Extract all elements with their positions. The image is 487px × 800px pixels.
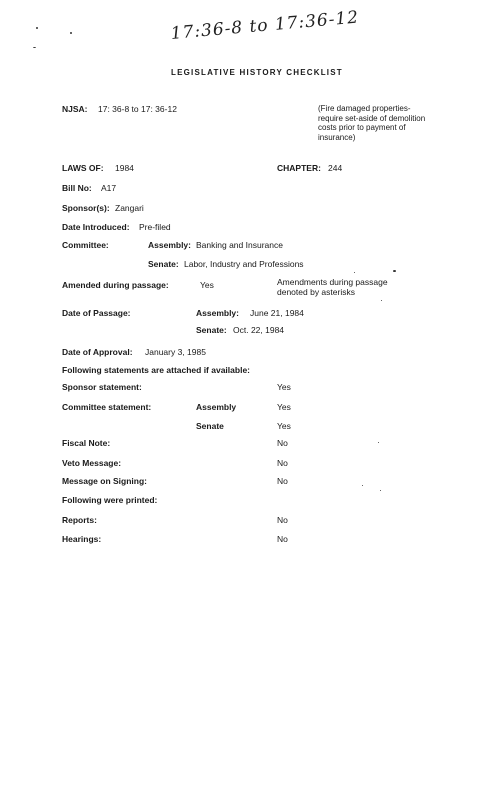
date-of-passage-label: Date of Passage: — [62, 308, 131, 318]
printed-heading: Following were printed: — [62, 495, 158, 505]
document-title: LEGISLATIVE HISTORY CHECKLIST — [171, 68, 343, 77]
scan-speck — [362, 485, 363, 486]
date-of-approval-label: Date of Approval: — [62, 347, 133, 357]
njsa-value: 17: 36-8 to 17: 36-12 — [98, 104, 177, 114]
amended-note: Amendments during passage denoted by asterisks — [277, 277, 388, 297]
chapter-label: CHAPTER: — [277, 163, 321, 173]
scan-speck — [393, 270, 396, 272]
njsa-label: NJSA: — [62, 104, 88, 114]
scan-speck — [36, 27, 38, 29]
amended-label: Amended during passage: — [62, 280, 169, 290]
hearings-label: Hearings: — [62, 534, 102, 544]
committee-statement-label: Committee statement: — [62, 402, 152, 412]
reports-label: Reports: — [62, 515, 97, 525]
sponsor-statement-label: Sponsor statement: — [62, 382, 142, 392]
committee-label: Committee: — [62, 240, 109, 250]
committee-senate-label: Senate: — [148, 259, 179, 269]
committee-assembly-label: Assembly: — [148, 240, 191, 250]
passage-senate-value: Oct. 22, 1984 — [233, 325, 285, 335]
date-introduced-value: Pre-filed — [139, 222, 171, 232]
committee-statement-senate-value: Yes — [277, 421, 291, 431]
scan-speck — [381, 300, 382, 301]
bill-no-value: A17 — [101, 183, 117, 193]
passage-senate-label: Senate: — [196, 325, 227, 335]
handwritten-statute-range: 17:36-8 to 17:36-12 — [170, 7, 360, 44]
passage-assembly-value: June 21, 1984 — [250, 308, 304, 318]
chapter-value: 244 — [328, 163, 343, 173]
amended-value: Yes — [200, 280, 214, 290]
message-on-signing-label: Message on Signing: — [62, 476, 148, 486]
sponsors-label: Sponsor(s): — [62, 203, 110, 213]
committee-senate-value: Labor, Industry and Professions — [184, 259, 304, 269]
attached-heading: Following statements are attached if available: — [62, 365, 250, 375]
scan-speck — [354, 272, 355, 273]
scan-speck — [33, 47, 36, 48]
committee-statement-assembly-label: Assembly — [196, 402, 237, 412]
reports-value: No — [277, 515, 288, 525]
sponsor-statement-value: Yes — [277, 382, 291, 392]
fiscal-note-label: Fiscal Note: — [62, 438, 111, 448]
date-introduced-label: Date Introduced: — [62, 222, 130, 232]
committee-assembly-value: Banking and Insurance — [196, 240, 283, 250]
laws-of-value: 1984 — [115, 163, 134, 173]
committee-statement-assembly-value: Yes — [277, 402, 291, 412]
fiscal-note-value: No — [277, 438, 288, 448]
subject-note: (Fire damaged properties-require set-aside of demolition costs prior to payment of insurance) — [318, 104, 426, 142]
sponsors-value: Zangari — [115, 203, 144, 213]
scan-speck — [380, 490, 381, 491]
bill-no-label: Bill No: — [62, 183, 92, 193]
scan-speck — [378, 442, 379, 443]
scan-speck — [70, 32, 72, 34]
date-of-approval-value: January 3, 1985 — [145, 347, 206, 357]
laws-of-label: LAWS OF: — [62, 163, 104, 173]
hearings-value: No — [277, 534, 288, 544]
committee-statement-senate-label: Senate — [196, 421, 224, 431]
message-on-signing-value: No — [277, 476, 288, 486]
passage-assembly-label: Assembly: — [196, 308, 239, 318]
veto-message-value: No — [277, 458, 288, 468]
veto-message-label: Veto Message: — [62, 458, 122, 468]
